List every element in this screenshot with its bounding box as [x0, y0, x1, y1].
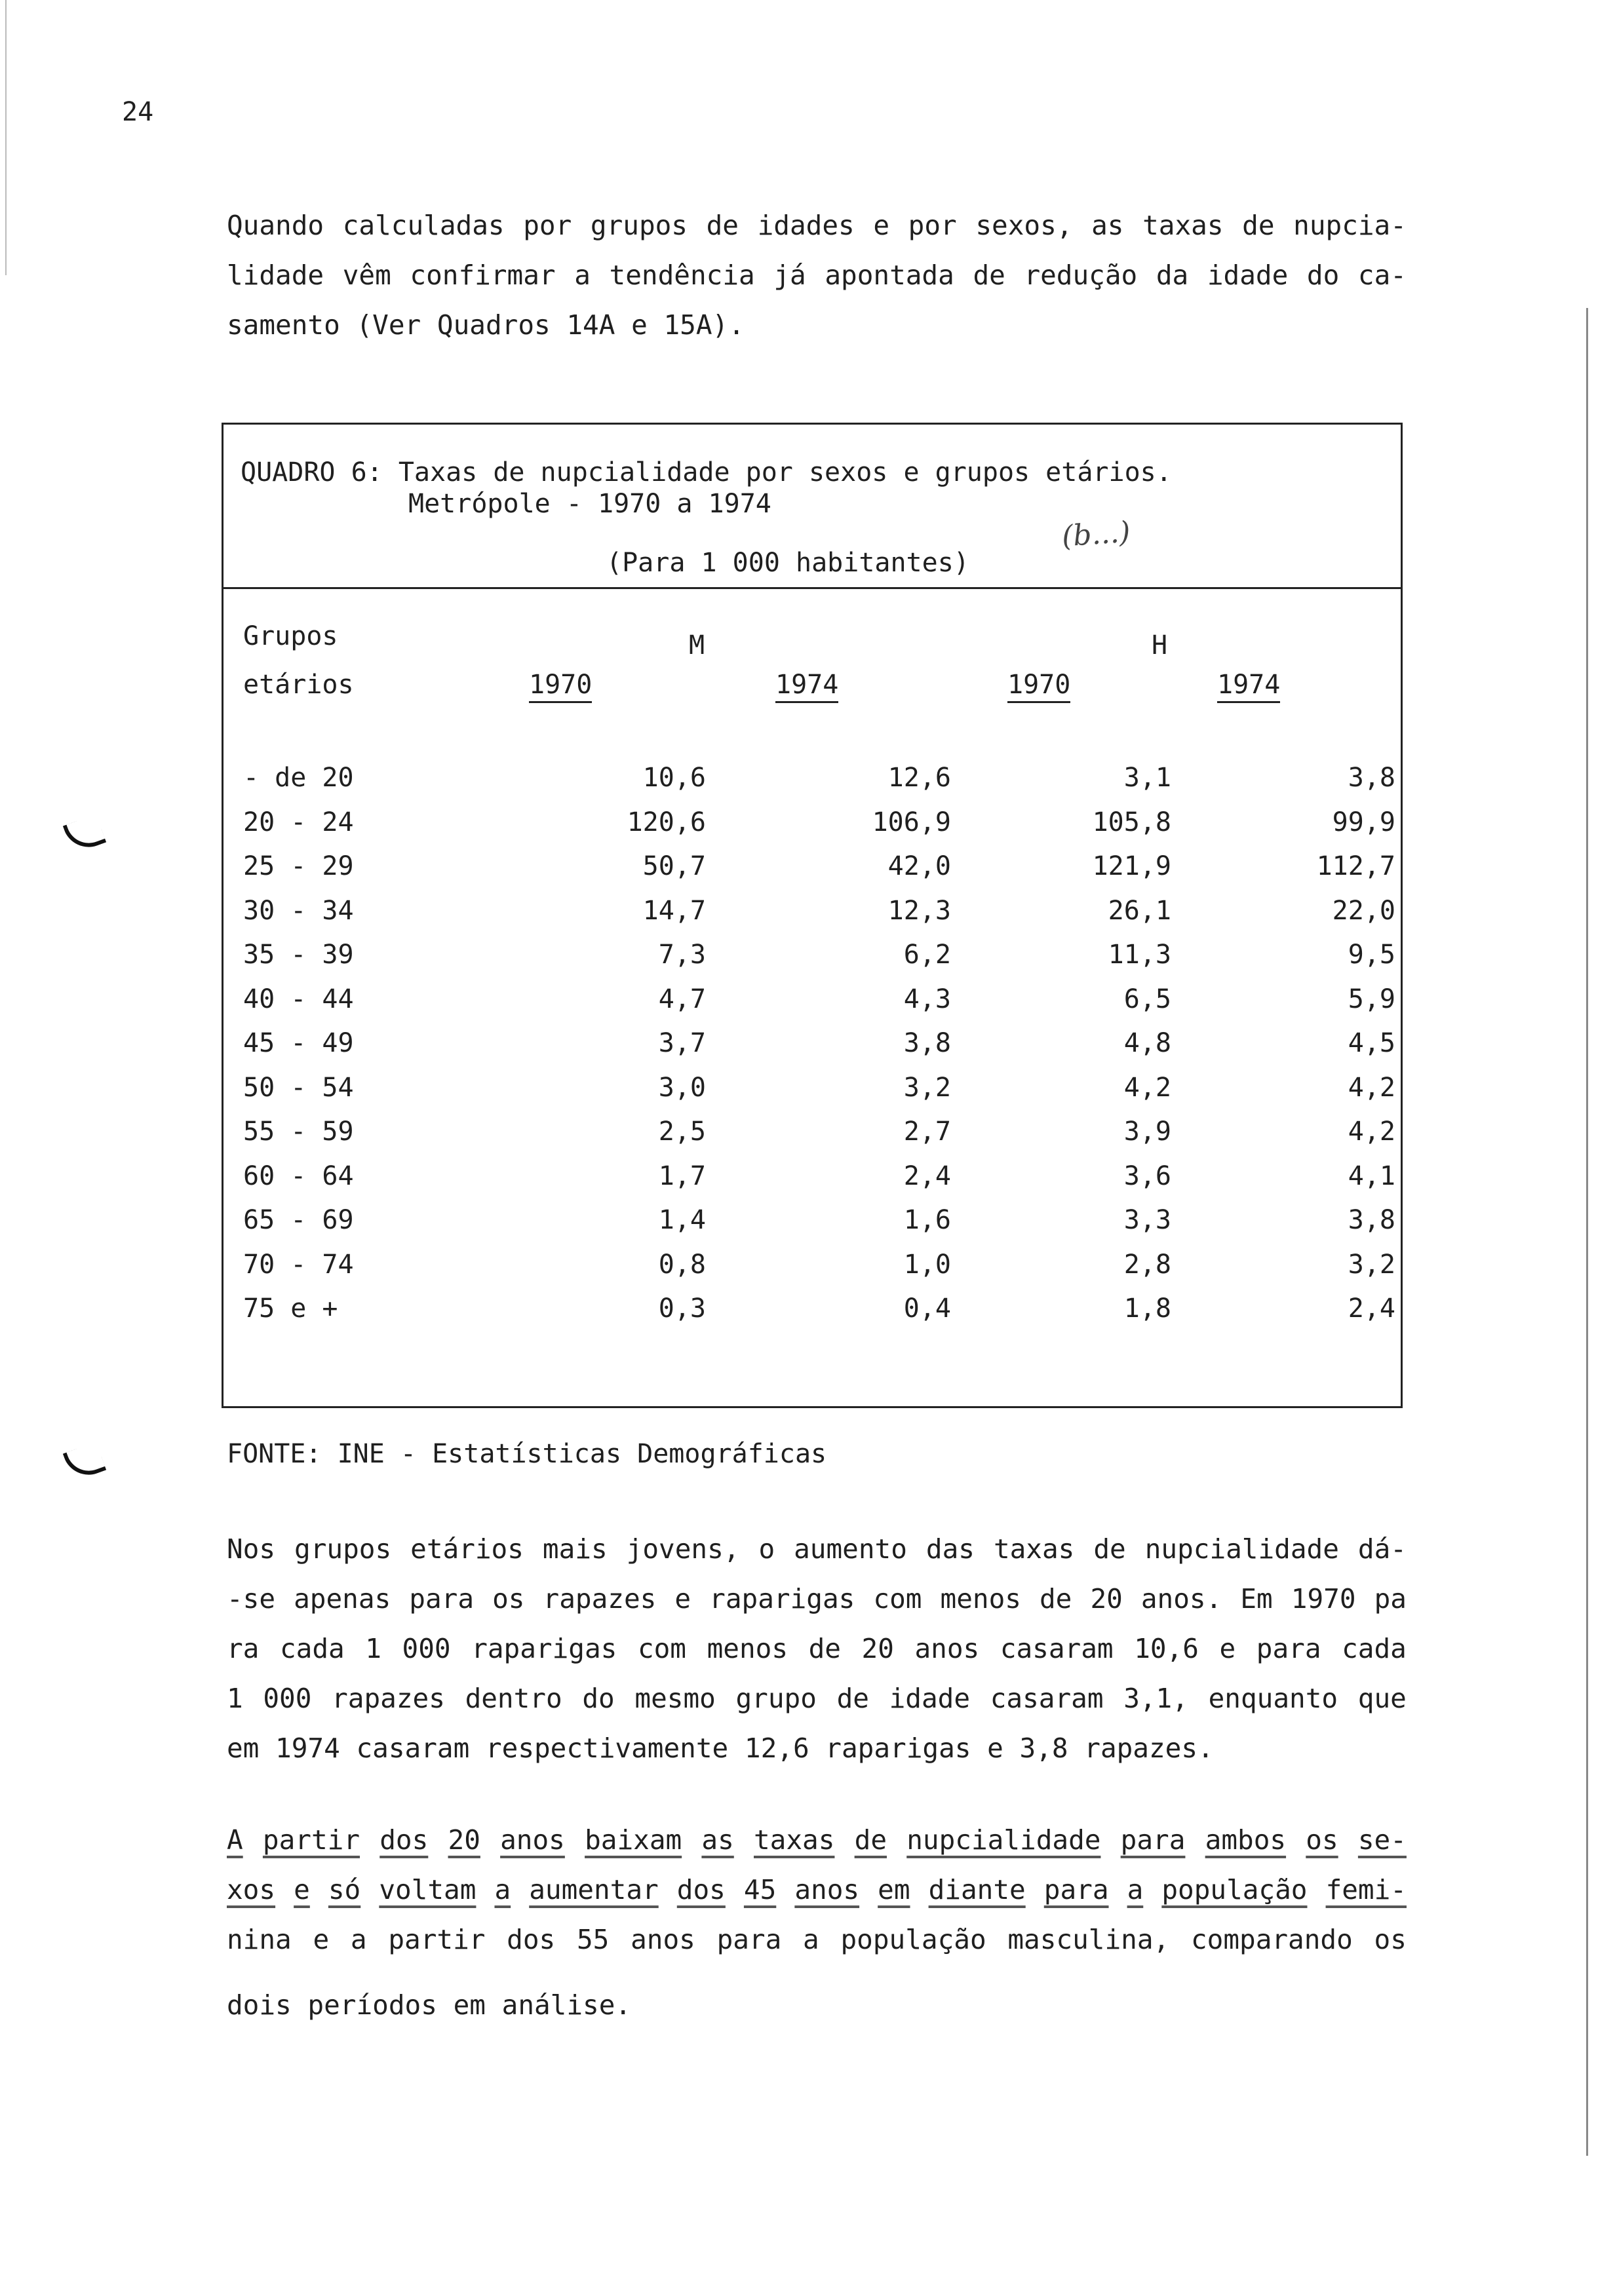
word: diante	[928, 1874, 1026, 1905]
word: do	[1306, 259, 1340, 291]
col-header-h-1970: 1970	[1007, 670, 1070, 703]
word: 45	[743, 1874, 777, 1905]
table-cell-m1974: 1,0	[903, 1249, 951, 1280]
word: dos	[379, 1824, 429, 1856]
scan-edge-line-right	[1586, 308, 1588, 2156]
word: 20	[861, 1633, 894, 1664]
table-cell-h1974: 3,8	[1348, 1205, 1395, 1235]
col-header-groups: Grupos	[243, 621, 338, 651]
row-age-group: 50 - 54	[243, 1072, 354, 1103]
word: para	[716, 1924, 782, 1955]
table-cell-m1974: 2,7	[903, 1117, 951, 1147]
word: -se	[227, 1583, 276, 1615]
word: para	[1043, 1874, 1109, 1905]
table-cell-h1974: 5,9	[1348, 984, 1395, 1014]
word: população	[1161, 1874, 1308, 1905]
word: os	[1374, 1924, 1407, 1955]
word: em	[878, 1874, 910, 1905]
word: redução	[1024, 259, 1138, 291]
word: de	[854, 1824, 887, 1856]
word: confirmar	[410, 259, 556, 291]
table-cell-h1970: 1,8	[1123, 1293, 1171, 1324]
table-cell-h1970: 4,8	[1123, 1028, 1171, 1058]
word: xos	[227, 1874, 276, 1905]
text-line	[227, 1574, 1407, 1624]
word: grupos	[590, 210, 688, 241]
word: tendência	[609, 259, 755, 291]
word: anos.	[1140, 1583, 1222, 1615]
table-cell-h1970: 3,9	[1123, 1117, 1171, 1147]
word: os	[492, 1583, 525, 1615]
word: rapazes	[332, 1683, 445, 1714]
table-cell-m1974: 6,2	[903, 940, 951, 970]
word: com	[637, 1633, 686, 1664]
word: já	[773, 259, 806, 291]
text-line	[227, 1865, 1407, 1915]
word: do	[582, 1683, 615, 1714]
row-age-group: 40 - 44	[243, 984, 354, 1014]
word: de	[1242, 210, 1275, 241]
text-line	[227, 1524, 1407, 1574]
table-cell-h1970: 2,8	[1123, 1249, 1171, 1280]
table-cell-m1970: 7,3	[658, 940, 706, 970]
table-cell-h1974: 4,1	[1348, 1160, 1395, 1191]
table-cell-m1974: 12,3	[887, 895, 951, 926]
table-quadro-6	[222, 423, 1403, 1408]
table-title: QUADRO 6: Taxas de nupcialidade por sexos e grupos etários.	[241, 457, 1172, 488]
table-cell-m1970: 1,4	[658, 1205, 706, 1235]
table-cell-m1974: 12,6	[887, 763, 951, 793]
table-cell-m1970: 50,7	[642, 851, 706, 881]
word: femi-	[1325, 1874, 1407, 1905]
word: cada	[1342, 1633, 1407, 1664]
table-cell-h1970: 105,8	[1092, 807, 1171, 837]
table-cell-h1970: 4,2	[1123, 1072, 1171, 1103]
word: taxas	[993, 1533, 1075, 1565]
word: dos	[507, 1924, 556, 1955]
word: de	[1040, 1583, 1072, 1615]
table-cell-h1974: 3,2	[1348, 1249, 1395, 1280]
word: as	[701, 1824, 734, 1856]
table-cell-m1970: 0,8	[658, 1249, 706, 1280]
row-age-group: 60 - 64	[243, 1160, 354, 1191]
table-cell-h1974: 99,9	[1332, 807, 1395, 837]
table-cell-m1974: 42,0	[887, 851, 951, 881]
word: só	[328, 1874, 361, 1905]
word: Nos	[227, 1533, 276, 1565]
word: de	[973, 259, 1005, 291]
table-header-separator	[224, 587, 1401, 589]
row-age-group: - de 20	[243, 763, 354, 793]
table-cell-m1974: 3,8	[903, 1028, 951, 1058]
paragraph-intro	[227, 201, 1407, 350]
table-cell-h1974: 112,7	[1316, 851, 1395, 881]
word: sexos,	[975, 210, 1073, 241]
table-cell-m1970: 2,5	[658, 1117, 706, 1147]
table-cell-m1974: 1,6	[903, 1205, 951, 1235]
word: taxas	[754, 1824, 835, 1856]
word: idade	[1207, 259, 1289, 291]
table-cell-h1970: 26,1	[1108, 895, 1171, 926]
row-age-group: 45 - 49	[243, 1028, 354, 1058]
word: os	[1306, 1824, 1338, 1856]
word: população	[840, 1924, 986, 1955]
word: nina	[227, 1924, 292, 1955]
word: anos	[631, 1924, 695, 1955]
table-cell-h1970: 3,1	[1123, 763, 1171, 793]
text-line	[227, 201, 1407, 250]
word: para	[1256, 1633, 1321, 1664]
word: 1	[227, 1683, 243, 1714]
word: da	[1156, 259, 1189, 291]
word: e	[873, 210, 890, 241]
text-line	[227, 1915, 1407, 1964]
word: comparando	[1190, 1924, 1353, 1955]
word: cada	[279, 1633, 345, 1664]
table-cell-m1970: 1,7	[658, 1160, 706, 1191]
word: de	[836, 1683, 869, 1714]
table-cell-m1974: 3,2	[903, 1072, 951, 1103]
row-age-group: 20 - 24	[243, 807, 354, 837]
word: por	[908, 210, 957, 241]
word: menos	[940, 1583, 1021, 1615]
word: idades	[757, 210, 855, 241]
text-line: samento (Ver Quadros 14A e 15A).	[227, 309, 745, 341]
word: anos	[914, 1633, 980, 1664]
word: etários	[410, 1533, 524, 1565]
page-number: 24	[122, 97, 154, 127]
word: taxas	[1142, 210, 1224, 241]
word: com	[873, 1583, 922, 1615]
word: lidade	[227, 259, 324, 291]
word: rapazes	[543, 1583, 657, 1615]
table-cell-h1974: 3,8	[1348, 763, 1395, 793]
word: dá-	[1357, 1533, 1407, 1565]
table-source: FONTE: INE - Estatísticas Demográficas	[227, 1439, 827, 1469]
table-cell-h1970: 3,6	[1123, 1160, 1171, 1191]
word: nupcia-	[1293, 210, 1407, 241]
word: das	[925, 1533, 975, 1565]
table-cell-m1970: 10,6	[642, 763, 706, 793]
word: 55	[576, 1924, 610, 1955]
text-line: dois períodos em análise.	[227, 1989, 632, 2021]
word: menos	[707, 1633, 788, 1664]
table-cell-h1974: 9,5	[1348, 940, 1395, 970]
word: a	[803, 1924, 819, 1955]
word: ra	[227, 1633, 260, 1664]
margin-mark	[63, 1442, 106, 1482]
word: raparigas	[471, 1633, 617, 1664]
table-cell-m1974: 0,4	[903, 1293, 951, 1324]
word: e	[1219, 1633, 1236, 1664]
table-cell-m1970: 120,6	[627, 807, 706, 837]
word: para	[409, 1583, 475, 1615]
word: de	[1093, 1533, 1126, 1565]
word: ca-	[1357, 259, 1407, 291]
word: 000	[263, 1683, 312, 1714]
margin-mark	[63, 814, 106, 854]
table-cell-m1970: 3,0	[658, 1072, 706, 1103]
table-cell-h1970: 6,5	[1123, 984, 1171, 1014]
word: 1970	[1291, 1583, 1356, 1615]
word: nupcialidade	[906, 1824, 1101, 1856]
word: raparigas	[709, 1583, 855, 1615]
col-header-h-1974: 1974	[1217, 670, 1280, 703]
word: enquanto	[1208, 1683, 1338, 1714]
word: as	[1091, 210, 1124, 241]
paragraph-from-20	[227, 1815, 1407, 2030]
word: dentro	[465, 1683, 562, 1714]
row-age-group: 65 - 69	[243, 1205, 354, 1235]
word: de	[706, 210, 739, 241]
word: a	[350, 1924, 367, 1955]
table-cell-m1970: 0,3	[658, 1293, 706, 1324]
table-cell-h1970: 3,3	[1123, 1205, 1171, 1235]
table-cell-h1974: 4,5	[1348, 1028, 1395, 1058]
word: apenas	[294, 1583, 391, 1615]
word: se-	[1357, 1824, 1407, 1856]
word: para	[1120, 1824, 1186, 1856]
scan-edge-line-left	[5, 0, 7, 275]
word: a	[574, 259, 591, 291]
row-age-group: 75 e +	[243, 1293, 338, 1324]
word: nupcialidade	[1144, 1533, 1339, 1565]
word: vêm	[342, 259, 391, 291]
word: grupos	[294, 1533, 392, 1565]
word: por	[523, 210, 572, 241]
text-line	[227, 250, 1407, 300]
word: Em	[1240, 1583, 1273, 1615]
word: 3,1,	[1123, 1683, 1188, 1714]
table-cell-m1974: 4,3	[903, 984, 951, 1014]
word: 10,6	[1134, 1633, 1199, 1664]
word: apontada	[825, 259, 954, 291]
word: ambos	[1205, 1824, 1287, 1856]
table-cell-h1974: 2,4	[1348, 1293, 1395, 1324]
table-cell-h1974: 4,2	[1348, 1072, 1395, 1103]
word: a	[1127, 1874, 1144, 1905]
table-unit: (Para 1 000 habitantes)	[606, 548, 969, 578]
word: partir	[262, 1824, 360, 1856]
word: pa	[1374, 1583, 1407, 1615]
text-line	[227, 1624, 1407, 1674]
row-age-group: 35 - 39	[243, 940, 354, 970]
word: Quando	[227, 210, 324, 241]
word: casaram	[1000, 1633, 1114, 1664]
table-cell-h1970: 121,9	[1092, 851, 1171, 881]
word: e	[674, 1583, 691, 1615]
word: de	[808, 1633, 841, 1664]
text-line: em 1974 casaram respectivamente 12,6 raparigas e 3,8 rapazes.	[227, 1732, 1214, 1764]
word: masculina,	[1007, 1924, 1170, 1955]
table-subtitle: Metrópole - 1970 a 1974	[408, 489, 771, 519]
word: aumentar	[529, 1874, 659, 1905]
word: a	[494, 1874, 511, 1905]
table-cell-h1974: 22,0	[1332, 895, 1395, 926]
table-cell-m1974: 2,4	[903, 1160, 951, 1191]
row-age-group: 55 - 59	[243, 1117, 354, 1147]
text-line	[227, 1674, 1407, 1723]
word: anos	[500, 1824, 565, 1856]
word: casaram	[990, 1683, 1104, 1714]
word: baixam	[585, 1824, 682, 1856]
table-cell-h1974: 4,2	[1348, 1117, 1395, 1147]
word: idade	[889, 1683, 971, 1714]
table-cell-h1970: 11,3	[1108, 940, 1171, 970]
word: partir	[388, 1924, 486, 1955]
table-cell-m1970: 3,7	[658, 1028, 706, 1058]
word: voltam	[379, 1874, 477, 1905]
word: o	[758, 1533, 775, 1565]
word: 000	[402, 1633, 451, 1664]
col-header-groups-2: etários	[243, 670, 354, 700]
col-header-m-1970: 1970	[529, 670, 592, 703]
word: mesmo	[634, 1683, 716, 1714]
word: jovens,	[626, 1533, 740, 1565]
word: calculadas	[342, 210, 505, 241]
word: que	[1357, 1683, 1407, 1714]
word: 1	[365, 1633, 381, 1664]
col-header-m-1974: 1974	[775, 670, 838, 703]
word: e	[294, 1874, 310, 1905]
row-age-group: 70 - 74	[243, 1249, 354, 1280]
table-cell-m1970: 14,7	[642, 895, 706, 926]
paragraph-young-groups	[227, 1524, 1407, 1773]
text-line	[227, 1815, 1407, 1865]
word: A	[227, 1824, 243, 1856]
col-header-m: M	[689, 630, 705, 660]
word: dos	[676, 1874, 726, 1905]
word: aumento	[794, 1533, 907, 1565]
word: 20	[448, 1824, 480, 1856]
table-cell-m1970: 4,7	[658, 984, 706, 1014]
row-age-group: 25 - 29	[243, 851, 354, 881]
word: mais	[542, 1533, 608, 1565]
word: 20	[1090, 1583, 1123, 1615]
table-cell-m1974: 106,9	[872, 807, 951, 837]
word: grupo	[735, 1683, 817, 1714]
row-age-group: 30 - 34	[243, 895, 354, 926]
col-header-h: H	[1152, 630, 1168, 660]
handwritten-note: (b...)	[1060, 515, 1132, 554]
word: anos	[794, 1874, 860, 1905]
word: e	[313, 1924, 330, 1955]
